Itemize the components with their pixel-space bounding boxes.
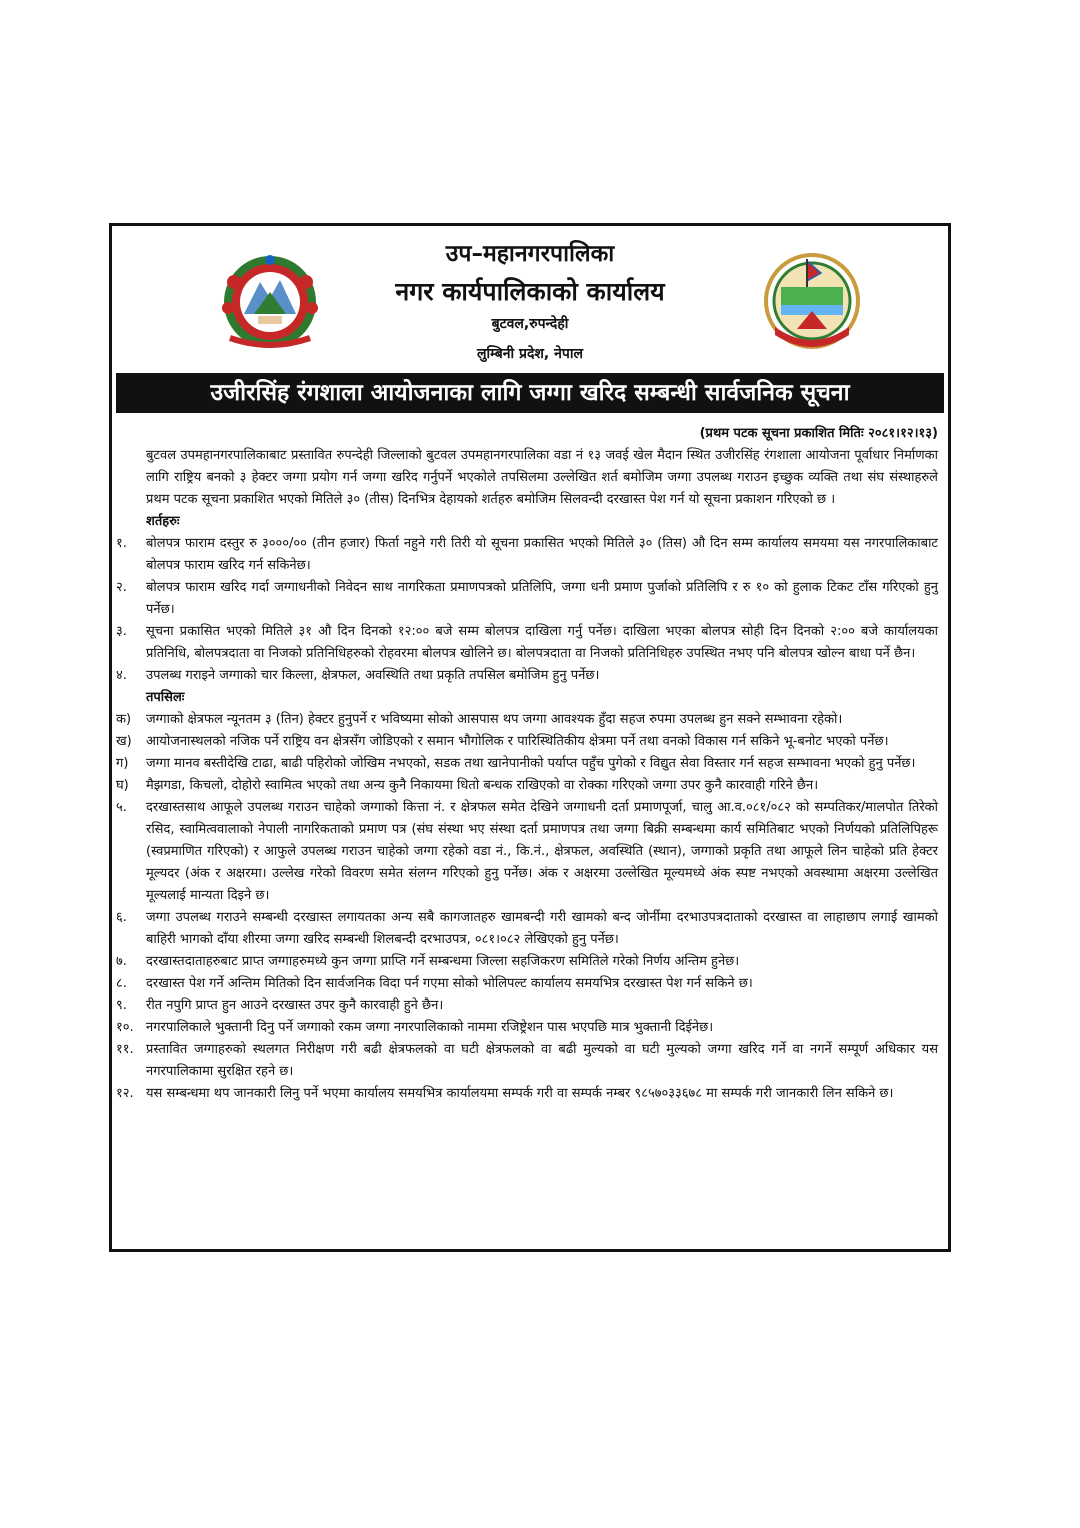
item-number: ८. xyxy=(116,976,127,991)
item-number: ग) xyxy=(116,756,129,771)
office-province: लुम्बिनी प्रदेश, नेपाल xyxy=(477,346,583,362)
item-number: ९. xyxy=(116,998,127,1013)
item-number: ११. xyxy=(116,1042,134,1057)
item-text: बोलपत्र फाराम दस्तुर रु ३०००/०० (तीन हजार) फिर्ता नहुने गरी तिरी यो सूचना प्रकासित भएको मितिले ३० (तिस) औ दिन सम्म कार्यालय समयमा यस नगरपालिकाबाट बोलपत्र फाराम खरिद गर्न सकिनेछ। xyxy=(146,536,938,573)
item-number: ६. xyxy=(116,910,127,925)
butwal-municipality-logo xyxy=(763,251,861,351)
item-text: दरखास्तसाथ आफूले उपलब्ध गराउन चाहेको जग्गाको कित्ता नं. र क्षेत्रफल समेत देखिने जग्गाधनी दर्ता प्रमाणपूर्जा, चालु आ.व.०८१/०८२ को सम्पतिकर/मालपोत तिरेको रसिद, स्वामित्ववालाको नेपाली नागरिकताको प्रमाण पत्र (संघ संस्था भए संस्था दर्ता प्रमाणपत्र तथा जग्गा बिक्री सम्बन्धमा कार्य समितिबाट भएको निर्णयको प्रतिलिपिहरू (स्वप्रमाणित गरिएको) र आफुले उपलब्ध गराउन चाहेको जग्गा रहेको वडा नं., कि.नं., क्षेत्रफल, अवस्थिति (स्थान), जग्गाको प्रकृति तथा आफूले लिन चाहेको प्रति हेक्टर मूल्यदर (अंक र अक्षरमा। उल्लेख गरेको विवरण समेत संलग्न गरिएको हुनु पर्नेछ। अंक र अक्षरमा उल्लेखित मूल्यमध्ये अंक स्पष्ट नभएको अवस्थामा अक्षरमा उल्लेखित मूल्यलाई मान्यता दिइने छ। xyxy=(146,800,938,903)
list-item xyxy=(116,533,938,577)
item-number: घ) xyxy=(116,778,129,793)
notice-title: उजीरसिंह रंगशाला आयोजनाका लागि जग्गा खरिद सम्बन्धी सार्वजनिक सूचना xyxy=(116,373,944,413)
notice-body xyxy=(116,445,938,1105)
item-text: मैझगडा, किचलो, दोहोरो स्वामित्व भएको तथा अन्य कुनै निकायमा धितो बन्धक राखिएको वा रोक्का गरिएको जग्गा उपर कुनै कारवाही गरिने छैन। xyxy=(146,778,819,793)
publication-date: (प्रथम पटक सूचना प्रकाशित मितिः २०८१।१२।१३) xyxy=(699,426,938,441)
item-number: ५. xyxy=(116,800,127,815)
item-number: ख) xyxy=(116,734,132,749)
item-text: दरखास्त पेश गर्ने अन्तिम मितिको दिन सार्वजनिक विदा पर्न गएमा सोको भोलिपल्ट कार्यालय समयभित्र दरखास्त पेश गर्न सकिने छ। xyxy=(146,976,753,991)
item-number: ७. xyxy=(116,954,127,969)
item-text: रीत नपुगि प्राप्त हुन आउने दरखास्त उपर कुनै कारवाही हुने छैन। xyxy=(146,998,444,1013)
list-item xyxy=(116,973,938,995)
conditions-list-b xyxy=(116,797,938,1105)
list-item xyxy=(116,951,938,973)
list-item xyxy=(116,797,938,907)
office-city: बुटवल,रुपन्देही xyxy=(491,316,569,332)
item-text: उपलब्ध गराइने जग्गाको चार किल्ला, क्षेत्रफल, अवस्थिति तथा प्रकृति तपसिल बमोजिम हुनु पर्नेछ। xyxy=(146,668,600,683)
list-item xyxy=(116,665,938,687)
conditions-heading: शर्तहरुः xyxy=(146,514,180,529)
item-text: आयोजनास्थलको नजिक पर्ने राष्ट्रिय वन क्षेत्रसँग जोडिएको र समान भौगोलिक र पारिस्थितिकीय क्षेत्रमा पर्ने तथा वनको विकास गर्न सकिने भू-बनोट भएको पर्नेछ। xyxy=(146,734,889,749)
list-item xyxy=(116,775,938,797)
list-item xyxy=(116,753,938,775)
item-number: १२. xyxy=(116,1086,134,1101)
item-text: नगरपालिकाले भुक्तानी दिनु पर्ने जग्गाको रकम जग्गा नगरपालिकाको नाममा रजिष्ट्रेशन पास भएपछि मात्र भुक्तानी दिईनेछ। xyxy=(146,1020,714,1035)
list-item xyxy=(116,1017,938,1039)
item-text: जग्गा उपलब्ध गराउने सम्बन्धी दरखास्त लगायतका अन्य सबै कागजातहरु खामबन्दी गरी खामको बन्द जोर्नीमा दरभाउपत्रदाताको दरखास्त वा लाहाछाप लगाई खामको बाहिरी भागको दाँया शीरमा जग्गा खरिद सम्बन्धी शिलबन्दी दरभाउपत्र, ०८१।०८२ लेखिएको हुनु पर्नेछ। xyxy=(146,910,938,947)
list-item xyxy=(116,577,938,621)
list-item xyxy=(116,1083,938,1105)
office-name: नगर कार्यपालिकाको कार्यालय xyxy=(395,277,665,306)
item-text: दरखास्तदाताहरुबाट प्राप्त जग्गाहरुमध्ये कुन जग्गा प्राप्ति गर्ने सम्बन्धमा जिल्ला सहजिकरण समितिले गरेको निर्णय अन्तिम हुनेछ। xyxy=(146,954,740,969)
list-item xyxy=(116,1039,938,1083)
item-text: जग्गा मानव बस्तीदेखि टाढा, बाढी पहिरोको जोखिम नभएको, सडक तथा खानेपानीको पर्याप्त पहुँच पुगेको र विद्युत सेवा विस्तार गर्न सहज सम्भावना भएको हुनु पर्नेछ। xyxy=(146,756,916,771)
item-number: ४. xyxy=(116,668,127,683)
list-item xyxy=(116,621,938,665)
details-list xyxy=(116,709,938,797)
item-number: २. xyxy=(116,580,127,595)
item-number: क) xyxy=(116,712,132,727)
list-item xyxy=(116,709,938,731)
list-item xyxy=(116,907,938,951)
list-item xyxy=(116,995,938,1017)
item-number: १. xyxy=(116,536,127,551)
office-type: उप–महानगरपालिका xyxy=(445,241,615,267)
list-item xyxy=(116,731,938,753)
item-text: यस सम्बन्धमा थप जानकारी लिनु पर्ने भएमा कार्यालय समयभित्र कार्यालयमा सम्पर्क गरी वा सम्पर्क नम्बर ९८५७०३३६७८ मा सम्पर्क गरी जानकारी लिन सकिने छ। xyxy=(146,1086,894,1101)
details-heading: तपसिलः xyxy=(146,690,185,705)
item-number: १०. xyxy=(116,1020,134,1035)
conditions-list-a xyxy=(116,533,938,687)
item-text: प्रस्तावित जग्गाहरुको स्थलगत निरीक्षण गरी बढी क्षेत्रफलको वा घटी क्षेत्रफलको वा बढी मुल्यको वा घटी मुल्यको जग्गा खरिद गर्ने वा नगर्ने सम्पूर्ण अधिकार यस नगरपालिकामा सुरक्षित रहने छ। xyxy=(146,1042,938,1079)
notice-frame xyxy=(109,223,951,1252)
item-text: जग्गाको क्षेत्रफल न्यूनतम ३ (तिन) हेक्टर हुनुपर्ने र भविष्यमा सोको आसपास थप जग्गा आवश्यक हुँदा सहज रुपमा उपलब्ध हुन सक्ने सम्भावना रहेको। xyxy=(146,712,843,727)
intro-paragraph: बुटवल उपमहानगरपालिकाबाट प्रस्तावित रुपन्देही जिल्लाको बुटवल उपमहानगरपालिका वडा नं १३ जवई खेल मैदान स्थित उजीरसिंह रंगशाला आयोजना पूर्वाधार निर्माणका लागि राष्ट्रिय बनको ३ हेक्टर जग्गा प्रयोग गर्न जग्गा खरिद गर्नुपर्ने भएकोले तपसिलमा उल्लेखित शर्त बमोजिम जग्गा उपलब्ध गराउन इच्छुक व्यक्ति तथा संघ संस्थाहरुले प्रथम पटक सूचना प्रकाशित भएको मितिले ३० (तीस) दिनभित्र देहायको शर्तहरु बमोजिम सिलवन्दी दरखास्त पेश गर्न यो सूचना प्रकाशन गरिएको छ । xyxy=(146,448,938,507)
item-text: बोलपत्र फाराम खरिद गर्दा जग्गाधनीको निवेदन साथ नागरिकता प्रमाणपत्रको प्रतिलिपि, जग्गा धनी प्रमाण पुर्जाको प्रतिलिपि र रु १० को हुलाक टिकट टाँस गरिएको हुनु पर्नेछ। xyxy=(146,580,938,617)
item-text: सूचना प्रकासित भएको मितिले ३१ औ दिन दिनको १२:०० बजे सम्म बोलपत्र दाखिला गर्नु पर्नेछ। दाखिला भएका बोलपत्र सोही दिन दिनको २:०० बजे कार्यालयका प्रतिनिधि, बोलपत्रदाता वा निजको प्रतिनिधिहरुको रोहवरमा बोलपत्र खोलिने छ। बोलपत्रदाता वा निजको प्रतिनिधिहरु उपस्थित नभए पनि बोलपत्र खोल्न बाधा पर्ने छैन। xyxy=(146,624,938,661)
item-number: ३. xyxy=(116,624,127,639)
